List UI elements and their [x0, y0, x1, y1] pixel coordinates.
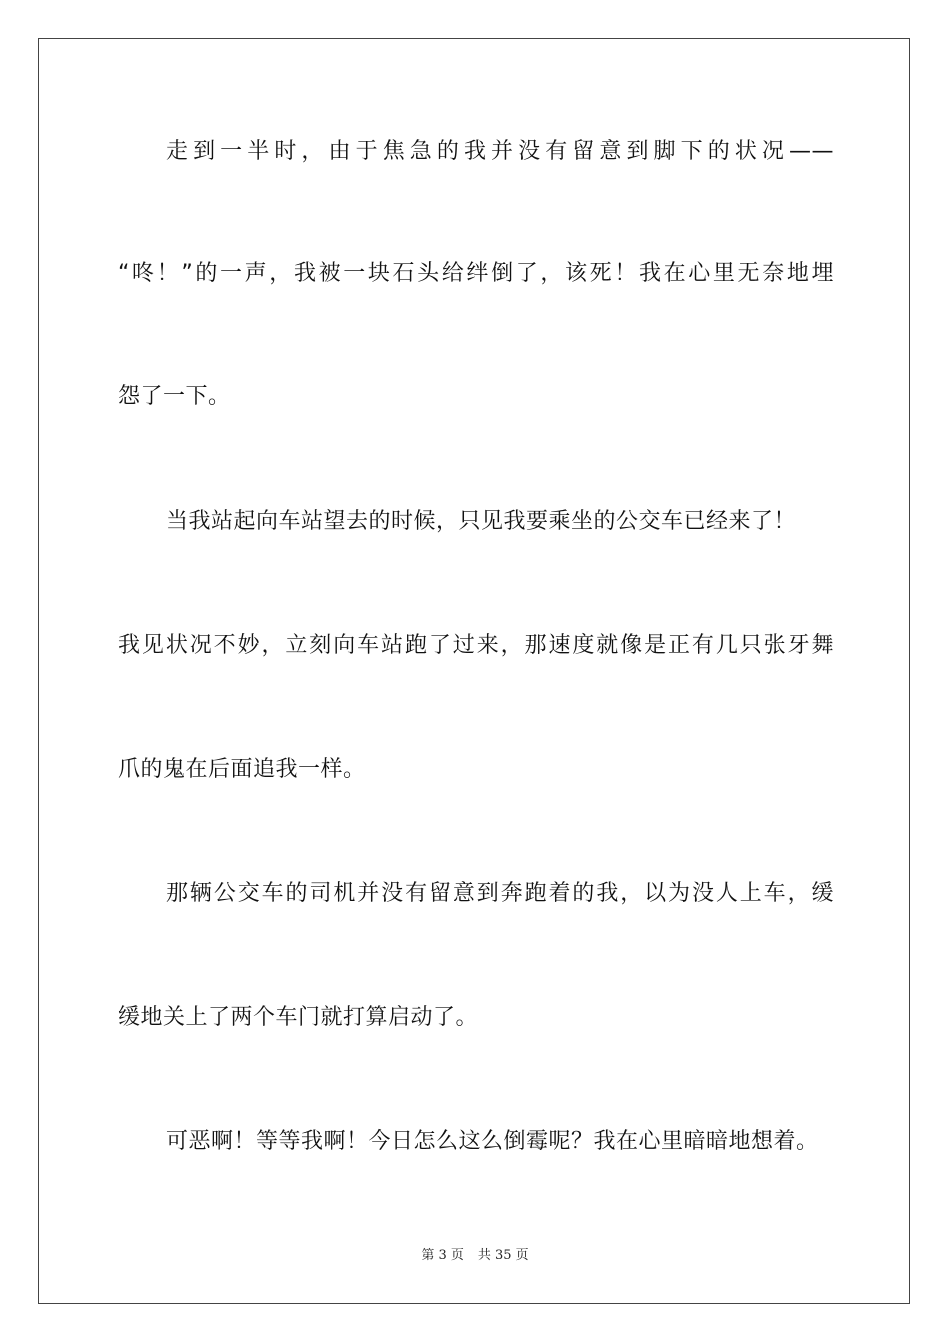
text-line: “咚！”的一声，我被一块石头给绊倒了，该死！我在心里无奈地埋 [118, 261, 834, 286]
page-footer [0, 1247, 950, 1265]
page-number: 第 3 页 [421, 1248, 464, 1263]
text-line: 可恶啊！等等我啊！今日怎么这么倒霉呢？我在心里暗暗地想着。 [166, 1129, 819, 1154]
text-line: 爪的鬼在后面追我一样。 [118, 757, 366, 782]
text-line: 我见状况不妙，立刻向车站跑了过来，那速度就像是正有几只张牙舞 [118, 633, 834, 658]
page-border [38, 38, 910, 1304]
text-line: 当我站起向车站望去的时候，只见我要乘坐的公交车已经来了！ [166, 509, 797, 534]
text-line: 缓地关上了两个车门就打算启动了。 [118, 1005, 479, 1030]
text-line: 那辆公交车的司机并没有留意到奔跑着的我，以为没人上车，缓 [166, 881, 834, 906]
page-total: 共 35 页 [477, 1248, 529, 1263]
text-line: 走到一半时，由于焦急的我并没有留意到脚下的状况—— [166, 139, 834, 164]
text-line: 怨了一下。 [118, 384, 231, 409]
